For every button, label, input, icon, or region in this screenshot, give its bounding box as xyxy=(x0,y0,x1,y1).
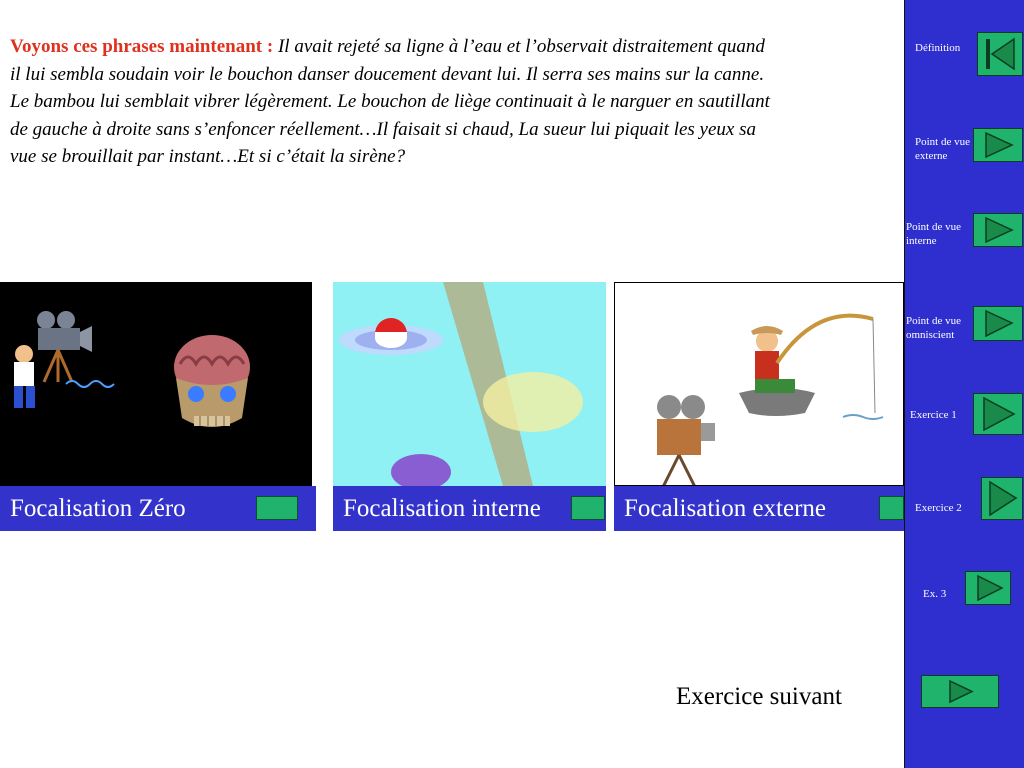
next-exercise-label: Exercice suivant xyxy=(676,683,842,710)
sidebar-item-interne[interactable] xyxy=(973,213,1023,247)
skip-to-start-icon xyxy=(978,33,1022,75)
caption-focalisation-interne xyxy=(333,486,606,531)
play-icon xyxy=(922,676,998,707)
sidebar-item-exercice-1-label: Exercice 1 xyxy=(910,409,957,421)
play-icon xyxy=(982,478,1022,519)
sidebar-item-omniscient[interactable] xyxy=(973,306,1023,341)
sidebar-item-externe-label: Point de vue externe xyxy=(915,136,970,162)
caption-focalisation-externe-label: Focalisation externe xyxy=(624,495,827,522)
sidebar-item-ex-3[interactable] xyxy=(965,571,1011,605)
caption-focalisation-externe xyxy=(614,486,904,531)
camera-operator-skull-illustration xyxy=(0,282,312,486)
sidebar-item-exercice-2-label: Exercice 2 xyxy=(915,502,962,514)
intro-lead: Voyons ces phrases maintenant : xyxy=(10,36,274,57)
next-exercise-button[interactable] xyxy=(921,675,999,708)
sidebar-item-exercice-2[interactable] xyxy=(981,477,1023,520)
sidebar-item-omniscient-label: Point de vue omniscient xyxy=(906,315,961,341)
play-icon xyxy=(974,214,1022,246)
sidebar-item-interne-label: Point de vue interne xyxy=(906,221,961,247)
focalisation-externe-button[interactable] xyxy=(879,496,904,520)
sidebar-item-ex-3-label: Ex. 3 xyxy=(923,588,947,600)
sidebar-item-externe[interactable] xyxy=(973,128,1023,162)
intro-paragraph xyxy=(10,33,770,171)
play-icon xyxy=(966,572,1010,604)
focalisation-interne-button[interactable] xyxy=(571,496,605,520)
brain-skull-icon xyxy=(174,335,250,427)
focalisation-zero-button[interactable] xyxy=(256,496,298,520)
play-icon xyxy=(974,394,1022,434)
fisherman-camera-illustration xyxy=(615,283,904,486)
sidebar-item-definition[interactable] xyxy=(977,32,1023,76)
fishing-bobber-view-illustration xyxy=(333,282,606,486)
panel-focalisation-interne-image xyxy=(333,282,606,486)
intro-text: Il avait rejeté sa ligne à l’eau et l’observait distraitement quand il lui sembla soudain voir le bouchon danser doucement devant lui. Il serra ses mains sur la canne. Le bambou lui semblait vibrer légèrement. Le bouchon de liège continuait à le narguer en sautillant de gauche à droite sans s’enfoncer réellement…Il faisait si chaud, La sueur lui piquait les yeux sa vue se brouillait par instant…Et si c’était la sirène? xyxy=(10,36,770,167)
sidebar-item-exercice-1[interactable] xyxy=(973,393,1023,435)
sidebar-nav xyxy=(904,0,1024,768)
panel-focalisation-zero-image xyxy=(0,282,312,486)
caption-focalisation-interne-label: Focalisation interne xyxy=(343,495,541,522)
play-icon xyxy=(974,307,1022,340)
caption-focalisation-zero-label: Focalisation Zéro xyxy=(10,495,186,522)
play-icon xyxy=(974,129,1022,161)
sidebar-item-definition-label: Définition xyxy=(915,42,961,54)
panel-focalisation-externe-image xyxy=(614,282,904,486)
